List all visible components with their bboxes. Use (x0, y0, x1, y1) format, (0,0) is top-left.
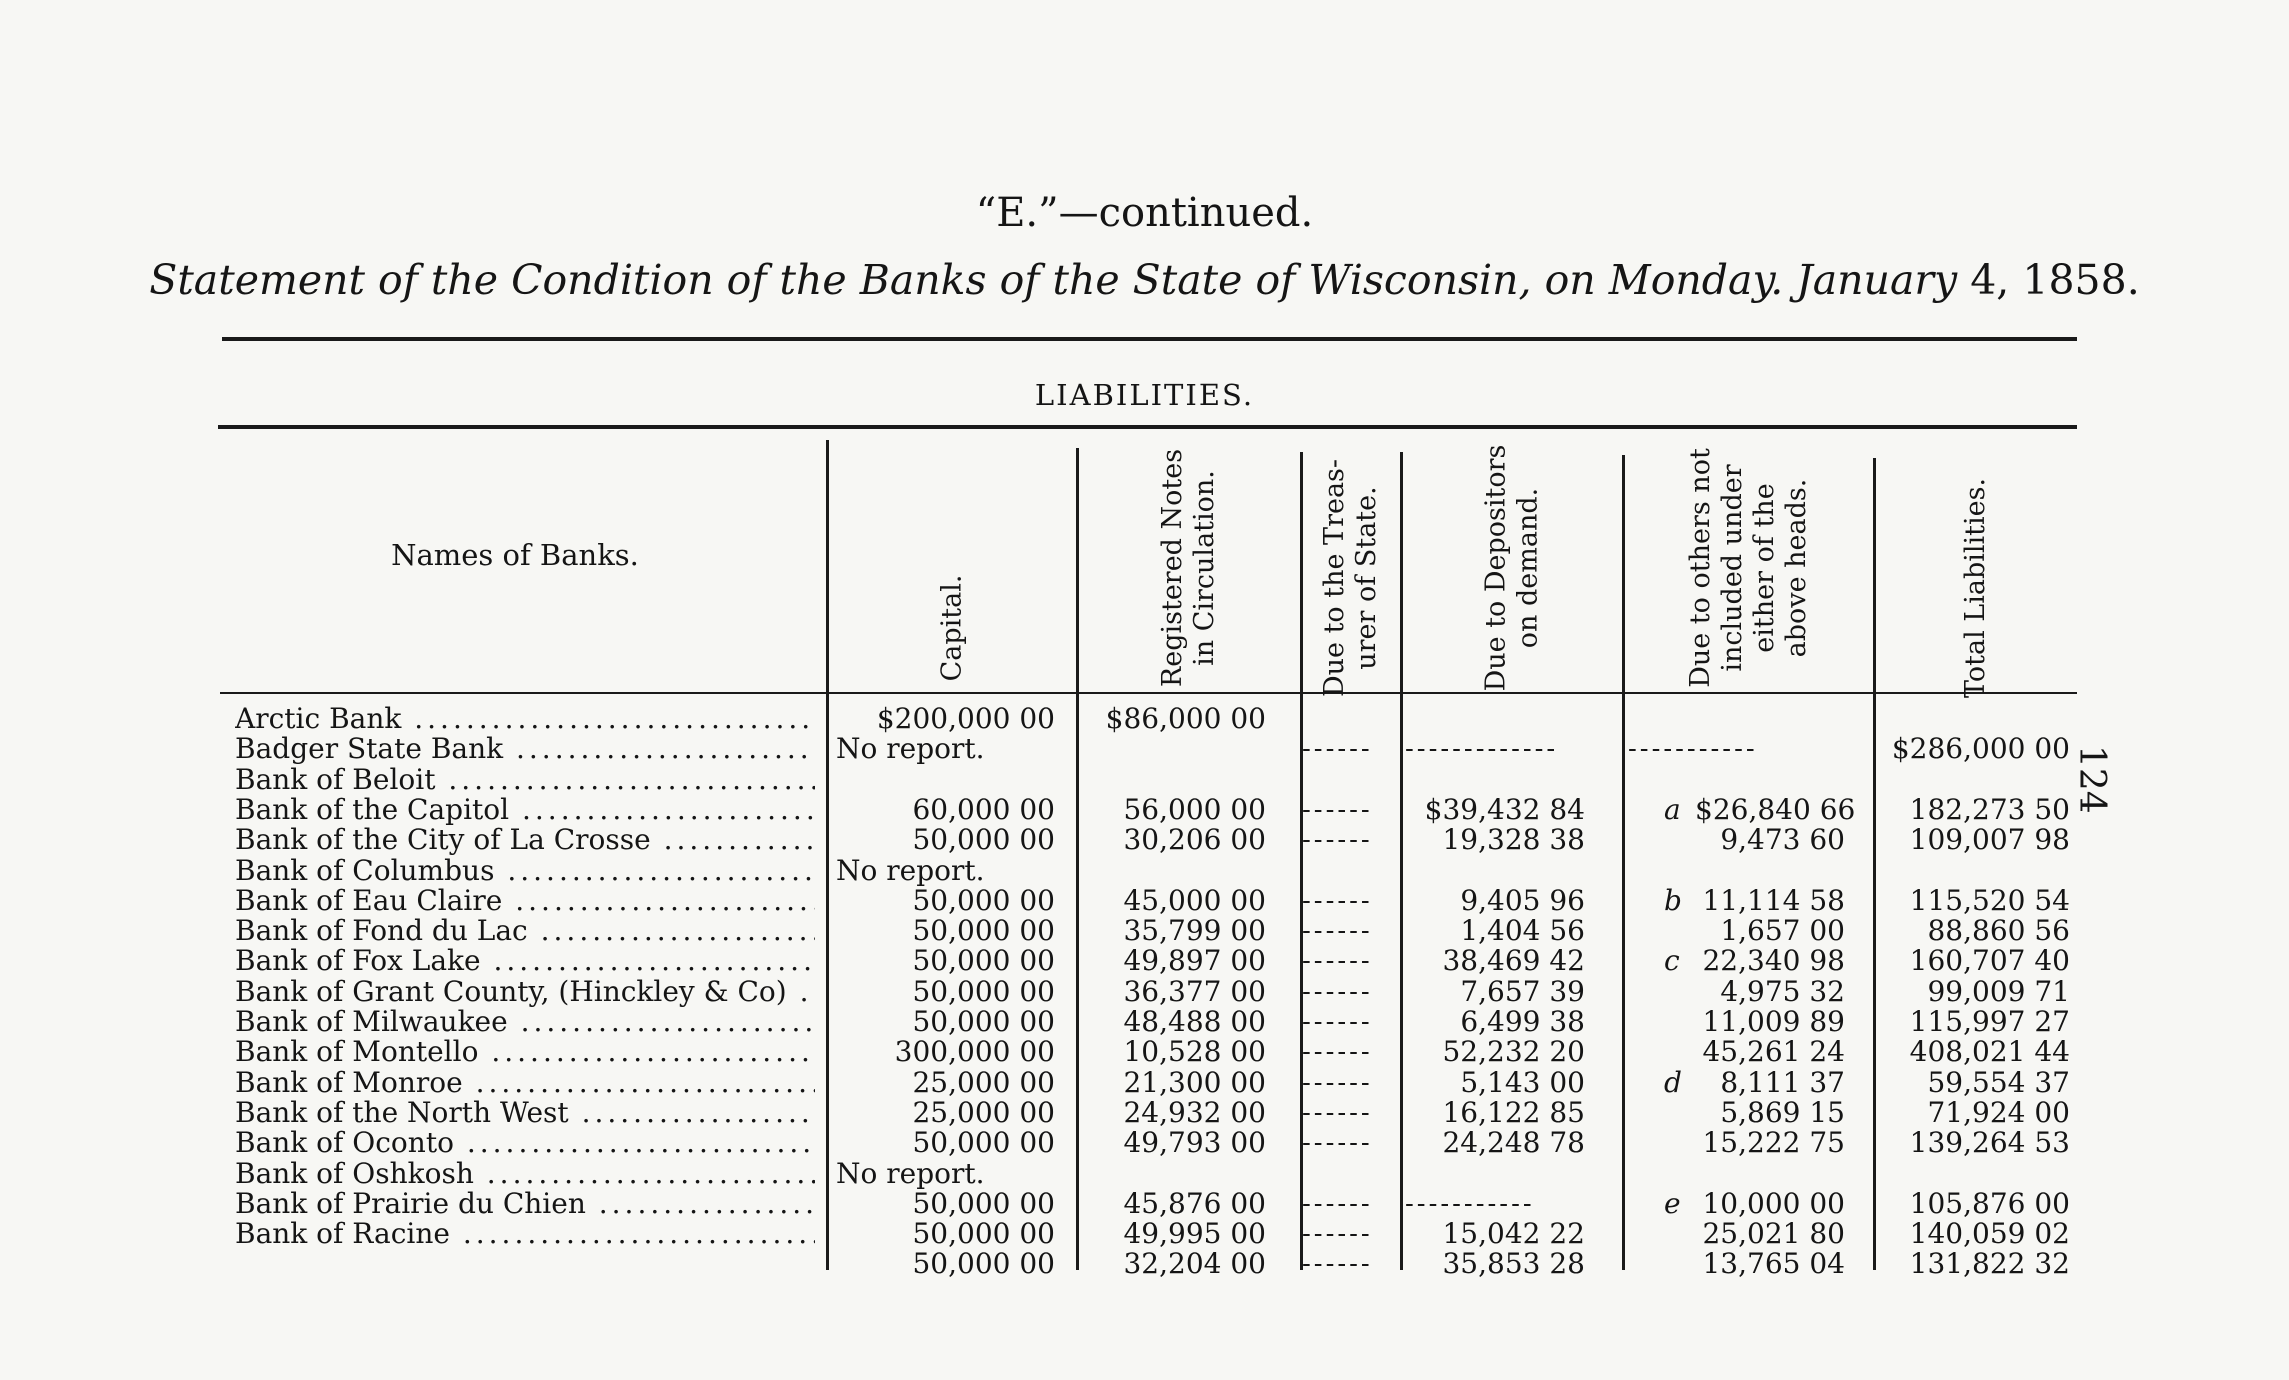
column-header-notes (1079, 445, 1300, 690)
column-header-others-line: either of the (1748, 482, 1780, 653)
column-header-capital-text: Capital. (936, 574, 968, 681)
bank-name: Badger State Bank ..... (235, 734, 815, 764)
cell-depositors: 15,042 22 (1442, 1217, 1585, 1251)
cell-depositors: 38,469 42 (1442, 944, 1585, 978)
cell-note: b (1664, 883, 1682, 917)
cell-others: 5,869 15 (1720, 1095, 1845, 1129)
cell-notes: 10,528 00 (1123, 1035, 1266, 1069)
column-header-notes-line: in Circulation. (1189, 469, 1221, 666)
cell-total: 139,264 53 (1909, 1126, 2070, 1160)
cell-others: 1,657 00 (1720, 914, 1845, 948)
cell-total: $286,000 00 (1891, 732, 2070, 766)
cell-notes: 49,793 00 (1123, 1126, 1266, 1160)
cell-depositors: 6,499 38 (1460, 1005, 1585, 1038)
cell-total: 59,554 37 (1927, 1065, 2070, 1099)
cell-total: 140,059 02 (1909, 1217, 2070, 1251)
bank-name: Bank of Eau Claire ..... (235, 886, 815, 916)
cell-treasurer: ------ (1302, 1128, 1373, 1159)
cell-notes: 35,799 00 (1123, 914, 1266, 948)
cell-others: 13,765 04 (1702, 1247, 1845, 1281)
cell-depositors: 24,248 78 (1442, 1126, 1585, 1160)
cell-others: 45,261 24 (1702, 1035, 1845, 1069)
bank-name: Bank of Oconto ..... (235, 1128, 815, 1158)
bank-name: Bank of Monroe ..... (235, 1068, 815, 1098)
bank-name: Bank of Prairie du Chien ..... (235, 1189, 815, 1219)
column-header-others-line: included under (1716, 463, 1748, 672)
cell-treasurer: ------ (1302, 1188, 1373, 1219)
cell-treasurer: ------ (1302, 1249, 1373, 1280)
cell-notes: 30,206 00 (1123, 823, 1266, 857)
cell-treasurer: ------ (1302, 946, 1373, 977)
bank-name: Bank of Beloit ..... (235, 765, 815, 795)
cell-notes: 36,377 00 (1123, 974, 1266, 1008)
bank-name: Bank of Montello ..... (235, 1037, 815, 1067)
cell-capital: 50,000 00 (912, 1247, 1055, 1281)
cell-notes: 49,995 00 (1123, 1217, 1266, 1251)
cell-total: 131,822 32 (1909, 1247, 2070, 1281)
cell-treasurer: ------ (1302, 1067, 1373, 1098)
bank-name: Bank of Racine ..... (235, 1219, 815, 1249)
cell-capital: 50,000 00 (912, 1005, 1055, 1038)
column-header-treasurer (1303, 445, 1400, 697)
cell-notes: 32,204 00 (1123, 1247, 1266, 1281)
cell-depositors: 35,853 28 (1442, 1247, 1585, 1281)
cell-total: 105,876 00 (1909, 1186, 2070, 1220)
cell-others: 8,111 37 (1720, 1065, 1845, 1099)
bank-name: Bank of the Capitol ..... (235, 795, 815, 825)
bank-name: Bank of Fox Lake ..... (235, 946, 815, 976)
column-header-notes-line: Registered Notes (1157, 448, 1189, 687)
cell-depositors: ------------- (1405, 734, 1559, 765)
column-header-depositors-line: Due to Depositors (1480, 444, 1512, 691)
cell-treasurer: ------ (1302, 1037, 1373, 1068)
page-heading: “E.”—continued. (975, 190, 1314, 236)
column-header-depositors-line: on demand. (1512, 487, 1544, 648)
cell-capital: 50,000 00 (912, 914, 1055, 948)
cell-others: 9,473 60 (1720, 823, 1845, 857)
bank-name: Bank of Oshkosh ..... (235, 1159, 815, 1189)
top-rule (222, 337, 2077, 341)
cell-treasurer: ------ (1302, 1007, 1373, 1037)
cell-capital: No report. (836, 732, 985, 766)
cell-notes: 45,876 00 (1123, 1186, 1266, 1220)
cell-capital: 25,000 00 (912, 1095, 1055, 1129)
cell-total: 182,273 50 (1909, 792, 2070, 826)
cell-note: e (1664, 1186, 1681, 1220)
cell-total: 160,707 40 (1909, 944, 2070, 978)
cell-others: 10,000 00 (1702, 1186, 1845, 1220)
section-title: LIABILITIES. (1034, 378, 1255, 412)
cell-capital: 50,000 00 (912, 1186, 1055, 1220)
cell-total: 88,860 56 (1927, 914, 2070, 948)
cell-notes: $86,000 00 (1105, 702, 1266, 735)
cell-total: 71,924 00 (1927, 1095, 2070, 1129)
cell-others: 11,114 58 (1702, 883, 1845, 917)
cell-capital: 25,000 00 (912, 1065, 1055, 1099)
cell-treasurer: ------ (1302, 1097, 1373, 1128)
cell-others: ----------- (1628, 734, 1758, 765)
header-bottom-rule (220, 692, 2077, 694)
bank-name: Bank of the North West ..... (235, 1098, 815, 1128)
cell-capital: 50,000 00 (912, 1217, 1055, 1251)
cell-treasurer: ------ (1302, 734, 1373, 765)
cell-notes: 48,488 00 (1123, 1005, 1266, 1038)
cell-notes: 21,300 00 (1123, 1065, 1266, 1099)
cell-notes: 45,000 00 (1123, 883, 1266, 917)
cell-others: 22,340 98 (1702, 944, 1845, 978)
cell-notes: 24,932 00 (1123, 1095, 1266, 1129)
statement-title-main: Statement of the Condition of the Banks of the State of Wisconsin, on Monday. January (149, 256, 1958, 304)
column-header-total-text: Total Liabilities. (1960, 477, 1992, 698)
cell-others: $26,840 66 (1695, 792, 1856, 826)
cell-total: 408,021 44 (1909, 1035, 2070, 1069)
column-header-others-line: Due to others not (1684, 447, 1716, 688)
column-header-capital (829, 445, 1076, 690)
cell-depositors: 5,143 00 (1460, 1065, 1585, 1099)
cell-others: 4,975 32 (1720, 974, 1845, 1008)
bank-name: Bank of Milwaukee ..... (235, 1007, 815, 1037)
cell-notes: 49,897 00 (1123, 944, 1266, 978)
cell-capital: 300,000 00 (894, 1035, 1055, 1069)
cell-capital: 50,000 00 (912, 823, 1055, 857)
cell-note: c (1664, 944, 1680, 978)
header-rule (218, 425, 2077, 429)
bank-name: Bank of the City of La Crosse ..... (235, 825, 815, 855)
column-header-others (1625, 445, 1873, 690)
column-header-treasurer-line: urer of State. (1351, 485, 1383, 670)
cell-depositors: 19,328 38 (1442, 823, 1585, 857)
cell-capital: 50,000 00 (912, 944, 1055, 978)
page-number: 124 (2071, 745, 2112, 814)
cell-depositors: 7,657 39 (1460, 974, 1585, 1008)
cell-capital: No report. (836, 853, 985, 887)
cell-treasurer: ------ (1302, 825, 1373, 856)
cell-depositors: 9,405 96 (1460, 883, 1585, 917)
cell-depositors: ----------- (1405, 1188, 1535, 1219)
cell-total: 109,007 98 (1909, 823, 2070, 857)
cell-treasurer: ------ (1302, 1219, 1373, 1250)
cell-note: a (1664, 792, 1681, 826)
cell-capital: No report. (836, 1156, 985, 1190)
statement-title (0, 256, 2289, 304)
bank-name: Bank of Fond du Lac ..... (235, 916, 815, 946)
cell-others: 11,009 89 (1702, 1005, 1845, 1038)
cell-treasurer: ------ (1302, 916, 1373, 947)
column-header-total (1876, 445, 2077, 698)
cell-treasurer: ------ (1302, 976, 1373, 1007)
cell-depositors: $39,432 84 (1424, 792, 1585, 826)
cell-notes: 56,000 00 (1123, 792, 1266, 826)
cell-capital: 50,000 00 (912, 974, 1055, 1008)
column-header-treasurer-line: Due to the Treas- (1319, 458, 1351, 697)
cell-capital: 50,000 00 (912, 1126, 1055, 1160)
cell-depositors: 16,122 85 (1442, 1095, 1585, 1129)
column-header-names: Names of Banks. (391, 538, 639, 572)
cell-total: 99,009 71 (1927, 974, 2070, 1008)
column-header-others-line: above heads. (1780, 478, 1812, 657)
cell-depositors: 1,404 56 (1460, 914, 1585, 948)
cell-others: 25,021 80 (1702, 1217, 1845, 1251)
cell-others: 15,222 75 (1702, 1126, 1845, 1160)
bank-name: Arctic Bank ..... (235, 704, 815, 734)
cell-note: d (1664, 1065, 1682, 1099)
bank-name: Bank of Columbus ..... (235, 856, 815, 886)
cell-treasurer: ------ (1302, 885, 1373, 916)
cell-capital: 60,000 00 (912, 792, 1055, 826)
cell-treasurer: ------ (1302, 794, 1373, 825)
bank-name: Bank of Grant County, (Hinckley & Co) ..... (235, 977, 815, 1007)
cell-capital: $200,000 00 (876, 702, 1055, 735)
cell-total: 115,520 54 (1909, 883, 2070, 917)
statement-title-date: 4, 1858. (1970, 256, 2140, 304)
column-header-depositors (1403, 445, 1622, 690)
cell-total: 115,997 27 (1909, 1005, 2070, 1038)
cell-depositors: 52,232 20 (1442, 1035, 1585, 1069)
cell-capital: 50,000 00 (912, 883, 1055, 917)
